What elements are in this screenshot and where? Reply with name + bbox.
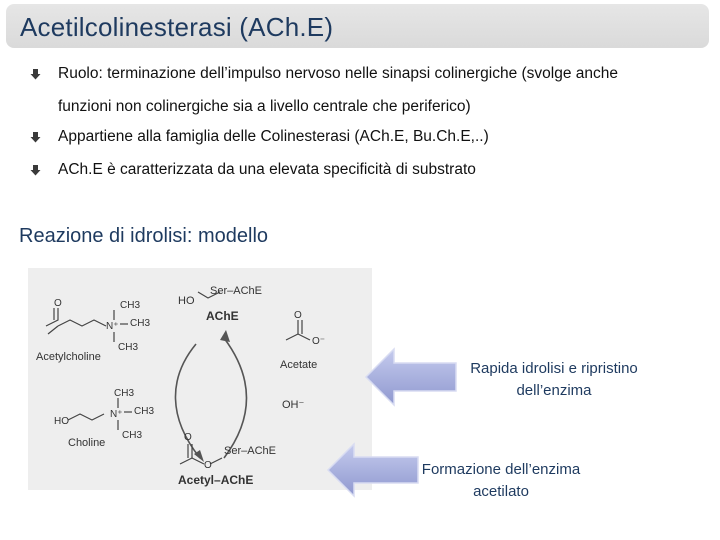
hydrolysis-reaction-figure xyxy=(28,268,372,490)
acetate-label: Acetate xyxy=(280,359,318,371)
o-label: O xyxy=(54,298,62,309)
choline-n-plus-label: N⁺ xyxy=(110,409,123,420)
callout-hydrolysis-line1: Rapida idrolisi e ripristino xyxy=(470,360,638,377)
choline-label: Choline xyxy=(68,437,106,449)
acetate-o-label: O xyxy=(294,310,302,321)
acetate-o-minus-label: O⁻ xyxy=(312,336,326,347)
ch3-label: CH3 xyxy=(134,406,155,417)
bullet-specificity xyxy=(30,153,690,186)
bullet-role xyxy=(30,57,690,123)
ho-label: HO xyxy=(178,295,195,307)
ser-ache-bottom-label: Ser–AChE xyxy=(224,445,276,457)
callout-hydrolysis-line2: dell’enzima xyxy=(516,382,592,399)
acetylcholine-label: Acetylcholine xyxy=(36,351,101,363)
ch3-label: CH3 xyxy=(130,318,151,329)
ch3-label: CH3 xyxy=(122,430,143,441)
callout-hydrolysis xyxy=(446,358,662,402)
callout-arrow-left-icon xyxy=(364,347,458,407)
hydroxide-label: OH⁻ xyxy=(282,399,305,411)
slide-title: Acetilcolinesterasi (ACh.E) xyxy=(20,12,334,42)
choline-ho-label: HO xyxy=(54,416,69,427)
bullet-role-line1: Ruolo: terminazione dell’impulso nervoso nelle sinapsi colinergiche (svolge anche xyxy=(58,65,619,82)
ch3-label: CH3 xyxy=(120,300,141,311)
bullet-specificity-text: ACh.E è caratterizzata da una elevata specificità di substrato xyxy=(58,161,476,178)
down-arrow-bullet-icon xyxy=(30,68,42,80)
reaction-arrowhead-icon xyxy=(220,330,230,342)
callout-acetylation-line2: acetilato xyxy=(473,483,529,500)
acetyl-o-label: O xyxy=(204,460,212,471)
down-arrow-bullet-icon xyxy=(30,164,42,176)
section-title: Reazione di idrolisi: modello xyxy=(19,225,269,247)
acetyl-ache-label: Acetyl–AChE xyxy=(178,473,254,487)
ache-label: AChE xyxy=(206,309,239,323)
ch3-label: CH3 xyxy=(118,342,139,353)
bullet-role-line2: funzioni non colinergiche sia a livello centrale che periferico) xyxy=(58,98,471,115)
callout-acetylation xyxy=(400,459,602,503)
enzyme-top-label: Ser–AChE xyxy=(210,285,262,297)
bullet-family-text: Appartiene alla famiglia delle Colinesterasi (ACh.E, Bu.Ch.E,..) xyxy=(58,128,489,145)
reaction-diagram xyxy=(28,268,372,490)
n-plus-label: N⁺ xyxy=(106,321,119,332)
callout-acetylation-line1: Formazione dell’enzima xyxy=(421,461,581,478)
acetyl-o-label: O xyxy=(184,432,192,443)
ch3-label: CH3 xyxy=(114,388,135,399)
down-arrow-bullet-icon xyxy=(30,131,42,143)
title-bar xyxy=(6,4,709,48)
bullet-family xyxy=(30,120,690,153)
